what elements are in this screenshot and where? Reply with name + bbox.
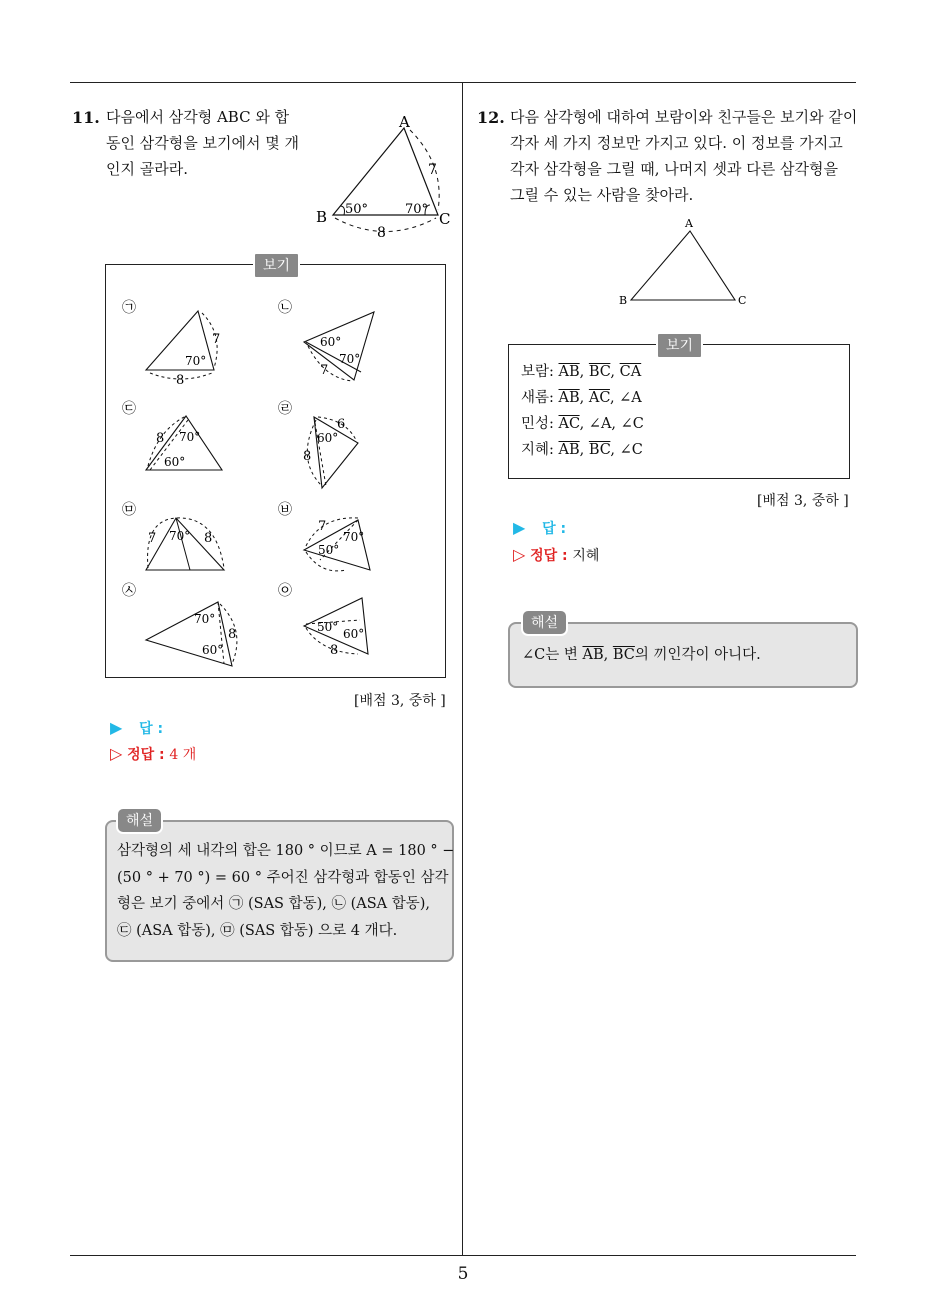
- explanation-line: ㉢ (ASA 합동), ㉤ (SAS 합동) 으로 4 개다.: [117, 922, 398, 939]
- q12-triangle-figure: [610, 212, 760, 312]
- explanation-part: ∠C는 변: [522, 647, 578, 663]
- q12-number: 12.: [477, 108, 505, 127]
- angle: ∠A: [588, 416, 612, 432]
- q12-line: 각자 세 가지 정보만 가지고 있다. 이 정보를 가지고: [510, 134, 843, 152]
- option-2-label: 7: [320, 363, 329, 378]
- option-3-label: 70°: [179, 430, 201, 444]
- outline-triangle-icon: ▷: [110, 744, 123, 763]
- segment: $\overline{AB}$: [558, 364, 580, 380]
- angle: ∠A: [619, 390, 642, 406]
- bogi-row: 지혜: $\overline{AB}$, $\overline{BC}$, ∠C: [521, 442, 643, 458]
- q12-bogi-label: 보기: [656, 332, 703, 359]
- option-4-label: 60°: [317, 431, 339, 445]
- option-mark: ㉧: [278, 583, 292, 599]
- q12-vertex-c: C: [738, 294, 747, 307]
- q11-explanation-text: [117, 838, 454, 944]
- angle: ∠C: [620, 416, 644, 432]
- explanation-line: 삼각형의 세 내각의 합은 180 ° 이므로 A = 180 ° −: [117, 843, 455, 859]
- segment: $\overline{AB}$: [582, 647, 604, 663]
- correct-label: 정답 :: [127, 747, 165, 763]
- bogi-name: 민성:: [521, 416, 554, 432]
- q11-score: [배점 3, 중하 ]: [354, 693, 446, 709]
- q11-angle-b: 50°: [345, 202, 369, 217]
- segment: $\overline{AB}$: [558, 390, 580, 406]
- explanation-line: (50 ° + 70 °) = 60 ° 주어진 삼각형과 합동인 삼각: [117, 869, 449, 886]
- option-7-label: 60°: [202, 643, 224, 657]
- option-4-label: 8: [303, 449, 312, 464]
- option-3-label: 60°: [164, 455, 186, 469]
- option-5-label: 7: [148, 531, 157, 546]
- segment: $\overline{BC}$: [588, 364, 611, 380]
- q12-vertex-b: B: [619, 294, 628, 307]
- q11-explanation-box: [105, 820, 454, 962]
- q11-answer-row: [110, 718, 163, 738]
- option-2-label: 60°: [320, 335, 342, 349]
- q11-angle-b-mark: [340, 206, 345, 215]
- column-divider: [462, 82, 463, 1256]
- segment: $\overline{AC}$: [558, 416, 580, 432]
- answer-label: 답 :: [542, 521, 567, 537]
- option-2-label: 70°: [339, 352, 361, 366]
- q11-options-figure: [106, 280, 442, 675]
- top-rule: [70, 82, 856, 83]
- q12-bogi-box: [508, 344, 850, 479]
- q11-vertex-b: B: [316, 208, 328, 226]
- option-8-label: 60°: [343, 627, 365, 641]
- q11-side-bc: 8: [377, 225, 386, 240]
- page-number: 5: [457, 1264, 469, 1284]
- option-6-label: 70°: [343, 530, 365, 544]
- segment: $\overline{BC}$: [612, 647, 635, 663]
- option-6-label: 7: [318, 519, 327, 534]
- q11-line: 인지 골라라.: [106, 160, 188, 178]
- q12-explanation-label: 해설: [521, 609, 568, 636]
- q12-line: 다음 삼각형에 대하여 보람이와 친구들은 보기와 같이: [510, 108, 858, 126]
- option-mark: ㉢: [122, 401, 136, 417]
- correct-value: 지혜: [572, 548, 600, 564]
- bogi-row: 민성: $\overline{AC}$, ∠A, ∠C: [521, 416, 644, 432]
- segment: $\overline{AC}$: [588, 390, 610, 406]
- q11-explanation-label: 해설: [116, 807, 163, 834]
- option-1-label: 7: [212, 332, 221, 347]
- option-mark: ㉥: [278, 502, 292, 518]
- segment: $\overline{CA}$: [619, 364, 642, 380]
- q11-line: 다음에서 삼각형 ABC 와 합: [106, 108, 290, 126]
- option-6-label: 50°: [318, 543, 340, 557]
- option-mark: ㉡: [278, 300, 292, 316]
- outline-triangle-icon: ▷: [513, 545, 526, 564]
- q12-correct-row: [513, 545, 599, 565]
- segment: $\overline{BC}$: [588, 442, 611, 458]
- bogi-row: 새롬: $\overline{AB}$, $\overline{AC}$, ∠A: [521, 390, 642, 406]
- q12-answer-row: [513, 518, 566, 538]
- q11-text: [106, 104, 299, 182]
- q12-line: 그릴 수 있는 사람을 찾아라.: [510, 186, 694, 204]
- option-4-label: 6: [337, 417, 346, 432]
- option-5-label: 70°: [169, 529, 191, 543]
- angle: ∠C: [619, 442, 643, 458]
- option-8-label: 8: [330, 643, 339, 658]
- option-mark: ㉠: [122, 300, 136, 316]
- option-7-label: 8: [228, 627, 237, 642]
- q11-triangle-figure: [310, 110, 460, 240]
- q11-vertex-c: C: [439, 210, 451, 228]
- play-triangle-icon: ▶: [110, 718, 123, 737]
- q12-bogi-list: [521, 359, 644, 463]
- q12-vertex-a: A: [685, 217, 693, 230]
- bogi-name: 보람:: [521, 364, 554, 380]
- q11-number: 11.: [72, 108, 100, 127]
- segment: $\overline{AB}$: [558, 442, 580, 458]
- q11-bogi-label: 보기: [253, 252, 300, 279]
- option-3-label: 8: [156, 431, 165, 446]
- q11-angle-c: 70°: [405, 202, 429, 217]
- option-mark: ㉦: [122, 583, 136, 599]
- option-8-label: 50°: [317, 620, 339, 634]
- answer-label: 답 :: [139, 721, 164, 737]
- correct-value: 4 개: [169, 747, 197, 763]
- q12-line: 각자 삼각형을 그릴 때, 나머지 셋과 다른 삼각형을: [510, 160, 838, 178]
- correct-label: 정답 :: [530, 548, 568, 564]
- q12-score: [배점 3, 중하 ]: [757, 493, 849, 509]
- bogi-name: 새롬:: [521, 390, 554, 406]
- explanation-line: 형은 보기 중에서 ㉠ (SAS 합동), ㉡ (ASA 합동),: [117, 896, 431, 912]
- option-1-label: 70°: [185, 354, 207, 368]
- play-triangle-icon: ▶: [513, 518, 526, 537]
- q11-vertex-a: A: [399, 113, 410, 131]
- q11-side-ac: 7: [428, 162, 437, 178]
- q12-triangle: [631, 231, 735, 300]
- q12-text: [510, 104, 857, 208]
- q12-explanation-text: ∠C는 변 $\overline{AB}$, $\overline{BC}$의 끼인각이 아니다.: [522, 647, 761, 663]
- bottom-rule: [70, 1255, 856, 1256]
- q11-correct-row: [110, 744, 196, 764]
- q11-line: 동인 삼각형을 보기에서 몇 개: [106, 134, 299, 152]
- option-5-label: 8: [204, 531, 213, 546]
- option-mark: ㉣: [278, 401, 292, 417]
- bogi-row: 보람: $\overline{AB}$, $\overline{BC}$, $\overline{CA}$: [521, 364, 642, 380]
- option-mark: ㉤: [122, 502, 136, 518]
- option-4-arc: [314, 417, 326, 486]
- option-7-label: 70°: [194, 612, 216, 626]
- bogi-name: 지혜:: [521, 442, 554, 458]
- explanation-part: 의 끼인각이 아니다.: [634, 647, 761, 663]
- option-1-label: 8: [176, 373, 185, 388]
